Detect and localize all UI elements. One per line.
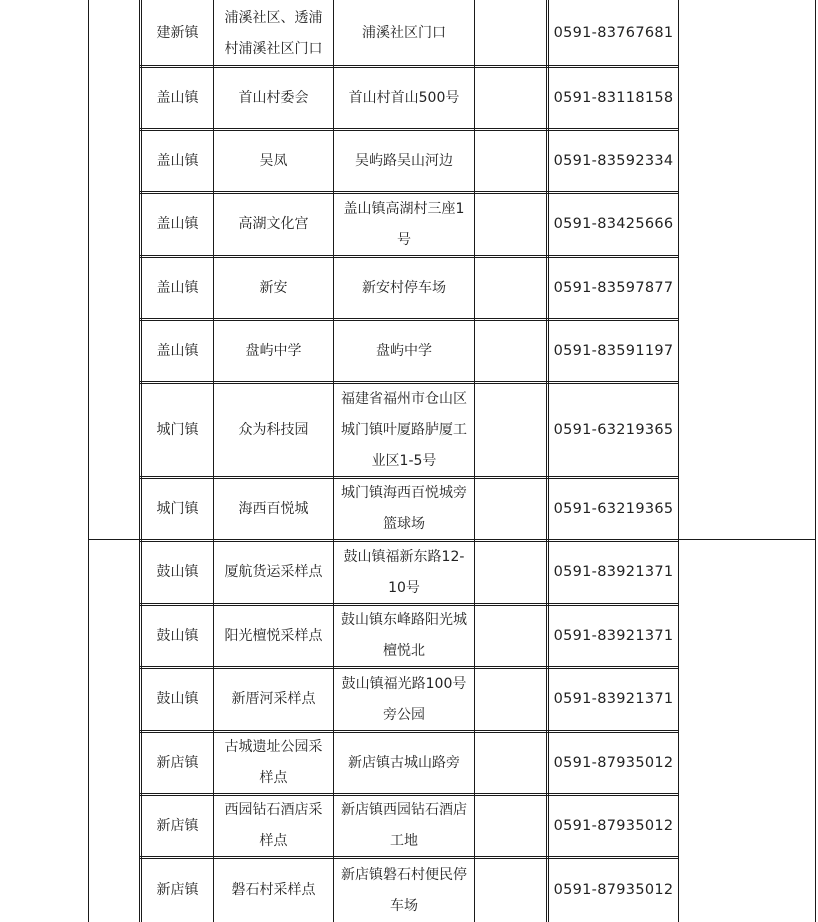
cell-phone: 0591-83767681 [553, 25, 674, 41]
cell-phone: 0591-87935012 [553, 817, 674, 834]
cell-site: 高湖文化宫 [238, 216, 309, 232]
cell-town: 鼓山镇 [156, 564, 199, 580]
cell-address: 吴屿路吴山河边 [355, 152, 453, 169]
cell-town: 建新镇 [156, 25, 199, 41]
cell-phone: 0591-83592334 [553, 152, 674, 169]
cell-address: 城门镇海西百悦城旁 篮球场 [341, 485, 467, 532]
cell-town: 鼓山镇 [156, 691, 199, 707]
cell-phone: 0591-83921371 [553, 564, 674, 580]
cell-town: 盖山镇 [156, 216, 199, 232]
row-rule [139, 191, 679, 192]
cell-site: 磐石村采样点 [231, 882, 316, 898]
cell-address: 首山村首山500号 [348, 89, 460, 106]
cell-site: 首山村委会 [238, 89, 309, 106]
cell-site: 西园钻石酒店采 样点 [224, 802, 323, 849]
cell-phone: 0591-63219365 [553, 421, 674, 438]
cell-town: 盖山镇 [156, 152, 199, 169]
cell-phone: 0591-87935012 [553, 882, 674, 898]
cell-site: 阳光檀悦采样点 [224, 627, 323, 644]
cell-address: 新店镇磐石村便民停 车场 [341, 866, 467, 914]
cell-phone: 0591-83425666 [553, 216, 674, 232]
cell-town: 鼓山镇 [156, 627, 199, 644]
cell-site: 众为科技园 [238, 421, 309, 438]
cell-site: 古城遗址公园采 样点 [224, 739, 323, 786]
cell-site: 海西百悦城 [238, 500, 309, 517]
cell-address: 盘屿中学 [376, 342, 432, 359]
cell-town: 盖山镇 [156, 342, 199, 359]
column-rule [815, 0, 816, 922]
cell-address: 鼓山镇东峰路阳光城 檀悦北 [341, 612, 467, 659]
cell-address: 福建省福州市仓山区 城门镇叶厦路胪厦工 业区1-5号 [341, 390, 467, 469]
cell-phone: 0591-83921371 [553, 691, 674, 707]
row-rule [139, 381, 679, 382]
cell-site: 盘屿中学 [245, 342, 302, 359]
cell-town: 盖山镇 [156, 279, 199, 296]
cell-site: 厦航货运采样点 [224, 564, 323, 580]
cell-address: 新安村停车场 [362, 279, 446, 296]
cell-town: 城门镇 [156, 500, 199, 517]
cell-address: 盖山镇高湖村三座1 号 [343, 200, 465, 248]
column-rule [139, 0, 140, 922]
cell-address: 鼓山镇福光路100号 旁公园 [341, 675, 467, 723]
row-rule [139, 65, 679, 66]
row-rule [139, 793, 679, 794]
column-rule [678, 0, 679, 922]
cell-phone: 0591-83921371 [553, 627, 674, 644]
cell-phone: 0591-83118158 [553, 89, 674, 106]
column-rule [88, 0, 89, 922]
column-rule [546, 0, 547, 922]
cell-town: 新店镇 [156, 817, 199, 834]
cell-address: 新店镇古城山路旁 [348, 754, 460, 771]
cell-phone: 0591-87935012 [553, 754, 674, 771]
cell-site: 新厝河采样点 [231, 691, 316, 707]
row-rule [139, 128, 679, 129]
cell-town: 城门镇 [156, 421, 199, 438]
cell-address: 浦溪社区门口 [362, 25, 446, 41]
cell-site: 浦溪社区、透浦 村浦溪社区门口 [224, 9, 323, 57]
cell-phone: 0591-83597877 [553, 279, 674, 296]
cell-town: 新店镇 [156, 882, 199, 898]
cell-address: 新店镇西园钻石酒店 工地 [341, 802, 467, 849]
cell-address: 鼓山镇福新东路12- 10号 [343, 548, 465, 596]
cell-phone: 0591-83591197 [553, 342, 674, 359]
cell-town: 新店镇 [156, 754, 199, 771]
cell-site: 新安 [259, 279, 288, 296]
cell-town: 盖山镇 [156, 89, 199, 106]
column-rule [474, 0, 475, 922]
cell-site: 吴凤 [259, 152, 288, 169]
row-rule [139, 318, 679, 319]
cell-phone: 0591-63219365 [553, 500, 674, 517]
